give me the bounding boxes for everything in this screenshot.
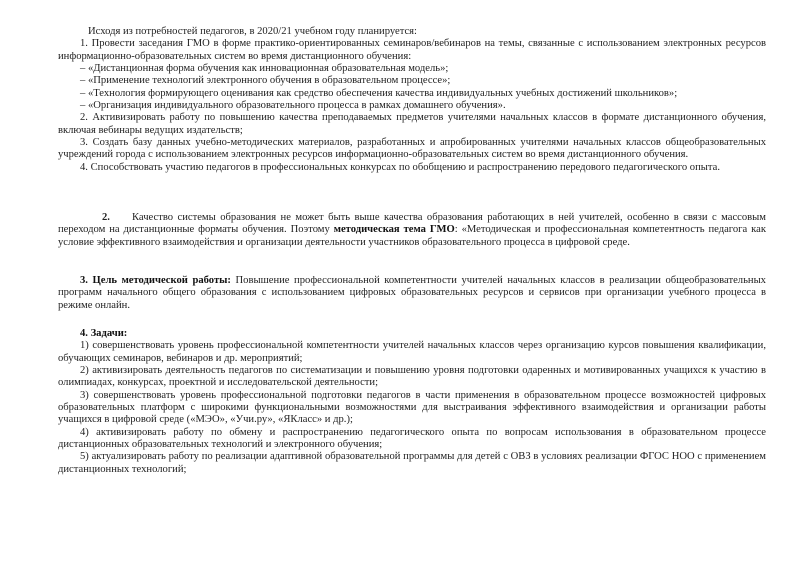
plan-item: 1. Провести заседания ГМО в форме практико-ориентированных семинаров/вебинаров на темы, связанные с использованием электронных ресурсов информационно-образовательных систем во время дистанционного обучения: bbox=[58, 38, 766, 62]
section-3 bbox=[58, 275, 766, 312]
plan-item: 2. Активизировать работу по повышению качества преподаваемых предметов учителями начальных классов в формате дистанционного обучения, включая вебинары ведущих издательств; bbox=[58, 112, 766, 136]
plan-intro: Исходя из потребностей педагогов, в 2020/21 учебном году планируется: bbox=[88, 26, 417, 37]
section-3-heading: 3. Цель методической работы: bbox=[80, 275, 231, 286]
section-2-number: 2. bbox=[102, 212, 110, 223]
plan-subitem: – «Применение технологий электронного обучения в образовательном процессе»; bbox=[80, 75, 451, 87]
task-item: 1) совершенствовать уровень профессиональной компетентности учителей начальных классов через организацию курсов повышения квалификации, обучающих семинаров, вебинаров и др. мероприятий; bbox=[58, 340, 766, 364]
plan-subitem: – «Технология формирующего оценивания как средство обеспечения качества индивидуальных учебных достижений школьников»; bbox=[80, 87, 678, 99]
section-2-text: Качество системы образования не может быть выше качества образования работающих в ней учителей, особенно в связи с массовым переходом на дистанционные форматы обучения. Поэтому bbox=[58, 212, 766, 236]
task-item: 2) активизировать деятельность педагогов по систематизации и повышению уровня подготовки одаренных и мотивированных учащихся к участию в олимпиадах, конкурсах, проектной и исследовательской деятельности; bbox=[58, 365, 766, 389]
section-3-text: Повышение профессиональной компетентности учителей начальных классов в реализации общеобразовательных программ начального общего образования с использованием цифровых образовательных ресурсов и сервисов при организации учебного процесса в режиме онлайн. bbox=[58, 275, 766, 311]
section-2-text-rest: : «Методическая и профессиональная компетентность педагога как условие эффективного взаимодействия и организации деятельности участников образовательного процесса в цифровой среде. bbox=[58, 224, 766, 248]
section-4-heading: 4. Задачи: bbox=[80, 328, 128, 339]
plan-item: 3. Создать базу данных учебно-методических материалов, разработанных и апробированных учителями начальных классов общеобразовательных учреждений города с использованием электронных ресурсов информационно-образовательных систем во время дистанционного обучения. bbox=[58, 137, 766, 161]
section-2 bbox=[58, 212, 766, 249]
plan-item: 4. Способствовать участию педагогов в профессиональных конкурсах по обобщению и распространению передового педагогического опыта. bbox=[80, 161, 720, 173]
task-item: 4) активизировать работу по обмену и распространению педагогического опыта по вопросам использования в образовательном процессе дистанционных образовательных технологий и электронного обучения; bbox=[58, 426, 766, 451]
section-4 bbox=[58, 328, 766, 476]
plan-section bbox=[58, 26, 766, 174]
plan-subitem: – «Дистанционная форма обучения как инновационная образовательная модель»; bbox=[80, 63, 449, 75]
plan-subitem: – «Организация индивидуального образовательного процесса в рамках домашнего обучения». bbox=[80, 100, 506, 112]
section-2-bold: методическая тема ГМО bbox=[333, 224, 455, 236]
task-item: 3) совершенствовать уровень профессиональной подготовки педагогов в части применения в образовательном процессе возможностей цифровых образовательных платформ с широкими функциональными возможностями для выстраивания эффективного взаимодействия и организации работы учащихся в цифровой среде («МЭО», «Учи.ру», «ЯКласс» и др.); bbox=[58, 389, 766, 426]
task-item: 5) актуализировать работу по реализации адаптивной образовательной программы для детей с ОВЗ в условиях реализации ФГОС НОО с применением дистанционных технологий; bbox=[58, 451, 766, 475]
